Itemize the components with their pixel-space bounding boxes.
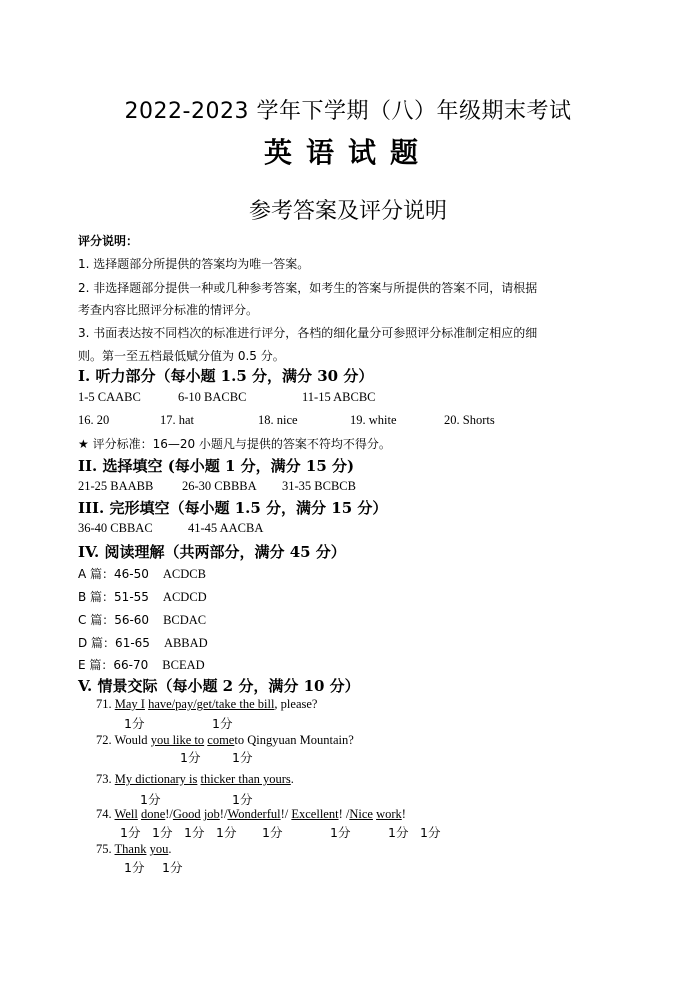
q74-point-8: 1分 xyxy=(420,825,441,840)
note-2b: 考查内容比照评分标准的情评分。 xyxy=(78,303,259,317)
q75-line xyxy=(96,842,171,857)
q75-you: you xyxy=(149,842,169,856)
s1-row2-b: 17. hat xyxy=(160,413,195,427)
s4-label-a: A 篇：46-50 xyxy=(78,567,149,581)
note-1: 1. 选择题部分所提供的答案均为唯一答案。 xyxy=(78,257,310,271)
q75-point-2: 1分 xyxy=(162,860,183,875)
section5-heading: V. 情景交际（每小题 2 分，满分 10 分） xyxy=(78,677,360,695)
s1-row1-b: 6-10 BACBC xyxy=(178,390,247,404)
s4-answer-a: ACDCB xyxy=(162,567,206,581)
notes-header: 评分说明： xyxy=(78,234,139,248)
s4-answer-e: BCEAD xyxy=(162,658,205,672)
s4-item-a xyxy=(78,565,206,582)
q71-point-1: 1分 xyxy=(124,716,145,731)
q72-part-c: come xyxy=(207,733,235,747)
q75-num: 75. xyxy=(96,842,112,856)
q74-sep-1: !/ xyxy=(165,807,173,821)
q72-line xyxy=(96,733,354,748)
s4-item-b xyxy=(78,588,207,605)
q73-part-c: . xyxy=(290,772,294,786)
title-line2: 英语试题 xyxy=(263,136,432,169)
section3-heading: III. 完形填空（每小题 1.5 分，满分 15 分） xyxy=(78,499,388,517)
q72-point-2: 1分 xyxy=(232,750,253,765)
q72-num: 72. xyxy=(96,733,112,747)
s1-row2-c: 18. nice xyxy=(258,413,298,427)
q72-part-b: you like to xyxy=(150,733,205,747)
q74-point-1: 1分 xyxy=(120,825,141,840)
s2-a: 21-25 BAABB xyxy=(78,479,154,493)
q74-num: 74. xyxy=(96,807,112,821)
q74-point-6: 1分 xyxy=(330,825,351,840)
section4-heading: IV. 阅读理解（共两部分，满分 45 分） xyxy=(78,543,346,561)
q73-point-2: 1分 xyxy=(232,792,253,807)
q74-job: job xyxy=(203,807,220,821)
q74-sep-5: ! xyxy=(401,807,406,821)
q72-part-a: Would xyxy=(114,733,151,747)
q74-good: Good xyxy=(172,807,201,821)
s4-answer-d: ABBAD xyxy=(163,636,208,650)
q71-part-a: May I xyxy=(114,697,145,711)
section2-heading: II. 选择填空 (每小题 1 分，满分 15 分) xyxy=(78,457,355,475)
q71-part-c: , please? xyxy=(274,697,318,711)
q72-part-d: to Qingyuan Mountain? xyxy=(234,733,354,747)
s4-item-e xyxy=(78,656,205,673)
s4-label-d: D 篇：61-65 xyxy=(78,636,150,650)
title-line1: 2022-2023 学年下学期（八）年级期末考试 xyxy=(124,99,572,124)
s4-label-c: C 篇：56-60 xyxy=(78,613,150,627)
title-line3: 参考答案及评分说明 xyxy=(248,199,447,224)
s2-b: 26-30 CBBBA xyxy=(182,479,257,493)
q71-point-2: 1分 xyxy=(212,716,233,731)
s2-c: 31-35 BCBCB xyxy=(282,479,356,493)
s4-item-d xyxy=(78,634,208,651)
q75-point-1: 1分 xyxy=(124,860,145,875)
q73-line xyxy=(96,772,294,787)
q71-part-b: have/pay/get/take the bill xyxy=(148,697,275,711)
s1-row2-e: 20. Shorts xyxy=(444,413,495,427)
q71-line xyxy=(96,697,317,712)
q74-nice: Nice xyxy=(349,807,373,821)
note-3a: 3. 书面表达按不同档次的标准进行评分，各档的细化量分可参照评分标准制定相应的细 xyxy=(78,326,538,340)
q74-point-4: 1分 xyxy=(216,825,237,840)
q74-sep-4: ! / xyxy=(338,807,350,821)
s1-row2-a: 16. 20 xyxy=(78,413,110,427)
q74-work: work xyxy=(376,807,402,821)
s1-row2-d: 19. white xyxy=(350,413,397,427)
q73-part-a: My dictionary is xyxy=(114,772,198,786)
q72-point-1: 1分 xyxy=(180,750,201,765)
q73-point-1: 1分 xyxy=(140,792,161,807)
q75-period: . xyxy=(168,842,172,856)
note-2a: 2. 非选择题部分提供一种或几种参考答案，如考生的答案与所提供的答案不同，请根据 xyxy=(78,281,538,295)
q74-point-5: 1分 xyxy=(262,825,283,840)
q73-num: 73. xyxy=(96,772,112,786)
q71-num: 71. xyxy=(96,697,112,711)
s4-label-b: B 篇：51-55 xyxy=(78,590,149,604)
q74-point-3: 1分 xyxy=(184,825,205,840)
s3-b: 41-45 AACBA xyxy=(188,521,264,535)
q75-thank: Thank xyxy=(114,842,147,856)
s1-standard: ★ 评分标准：16—20 小题凡与提供的答案不符均不得分。 xyxy=(78,437,391,451)
q74-line xyxy=(96,807,406,822)
q74-point-7: 1分 xyxy=(388,825,409,840)
q73-part-b: thicker than yours xyxy=(200,772,291,786)
q74-well: Well xyxy=(114,807,138,821)
s1-row1-c: 11-15 ABCBC xyxy=(302,390,376,404)
q74-excellent: Excellent xyxy=(291,807,339,821)
q74-sep-2: !/ xyxy=(219,807,228,821)
s4-answer-b: ACDCD xyxy=(162,590,207,604)
s4-item-c xyxy=(78,611,206,628)
s4-label-e: E 篇：66-70 xyxy=(78,658,149,672)
note-3b: 则。第一至五档最低赋分值为 0.5 分。 xyxy=(78,349,285,363)
s4-answer-c: BCDAC xyxy=(163,613,207,627)
q74-wonderful: Wonderful xyxy=(227,807,281,821)
q74-sep-3: !/ xyxy=(280,807,292,821)
q74-done: done xyxy=(140,807,166,821)
section1-heading: I. 听力部分（每小题 1.5 分，满分 30 分） xyxy=(78,367,374,385)
q74-point-2: 1分 xyxy=(152,825,173,840)
s3-a: 36-40 CBBAC xyxy=(78,521,153,535)
s1-row1-a: 1-5 CAABC xyxy=(78,390,141,404)
